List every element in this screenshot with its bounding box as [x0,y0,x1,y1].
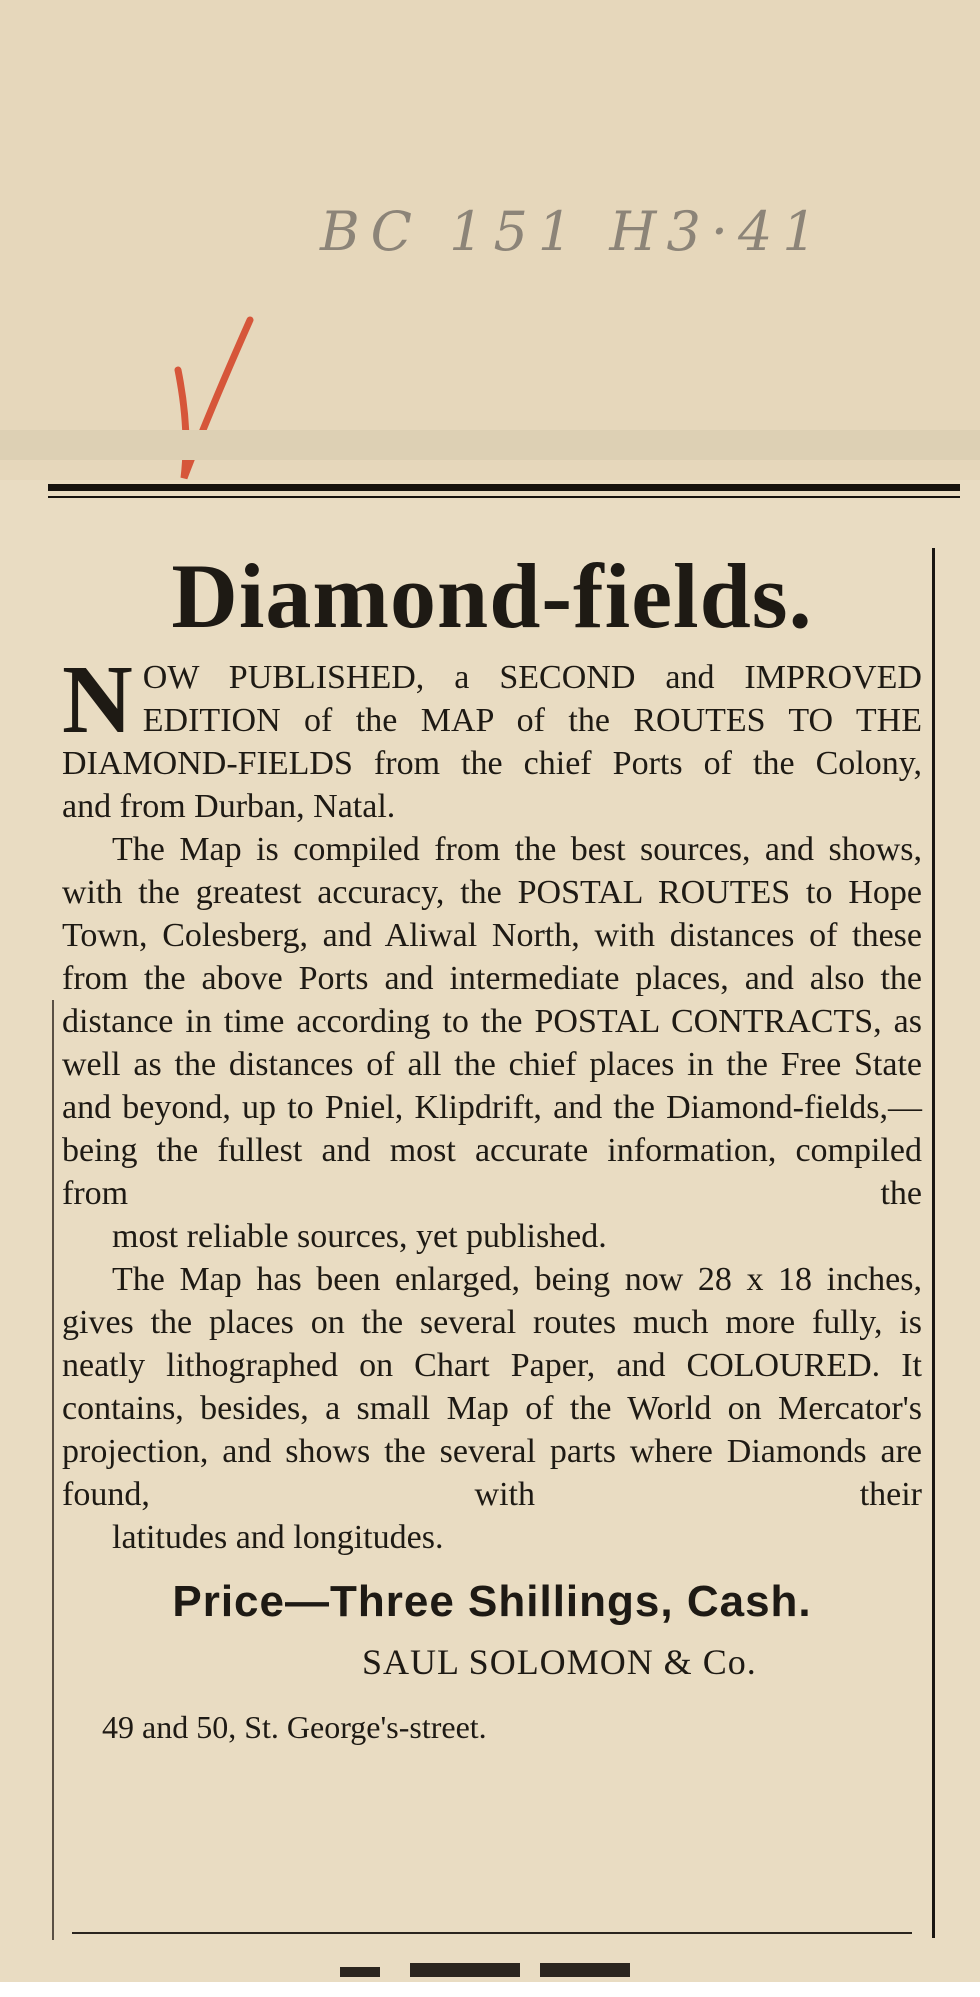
paragraph-1-last-line: and from Durban, Natal. [62,788,396,825]
headline: Diamond-fields. [171,545,813,647]
bottom-rule [72,1932,912,1934]
paper-fold [0,430,980,460]
drop-cap: N [62,646,133,754]
cut-off-heading-fragment [340,1957,640,1987]
column-rule-left [52,1000,54,1940]
top-rule-thick [48,484,960,491]
paragraph-2 [62,828,922,1258]
paragraph-3 [62,1258,922,1559]
paragraph-1 [62,646,922,828]
handwritten-reference: BC 151 H3·41 [320,200,827,263]
advertisement [62,540,922,1746]
paragraph-2-last-line: most reliable sources, yet published. [112,1218,607,1255]
publisher-address: 49 and 50, St. George's-street. [102,1709,487,1745]
paragraph-3-text: The Map has been enlarged, being now 28 x 18 inches, gives the places on the several routes much more fully, is neatly lithographed on Chart Paper, and COLOURED. It contains, besides, a small Map of the World on Mercator's projection, and shows the several parts where Diamonds are found, with their [62,1261,922,1513]
paragraph-3-last-line: latitudes and longitudes. [112,1519,444,1556]
red-checkmark-icon [170,310,260,490]
paragraph-1-text: OW PUBLISHED, a SECOND and IMPROVED EDITION of the MAP of the ROUTES TO THE DIAMOND-FIELDS from the chief Ports of the Colony, [62,659,922,782]
column-rule-right [932,548,935,1938]
price-line: Price—Three Shillings, Cash. [172,1577,812,1626]
cut-off-heading [340,1950,640,1997]
publisher-name: SAUL SOLOMON & Co. [362,1642,757,1682]
paragraph-2-text: The Map is compiled from the best sources, and shows, with the greatest accuracy, the POSTAL ROUTES to Hope Town, Colesberg, and Aliwal North, with distances of these from the above Ports and intermediate places, and also the distance in time according to the POSTAL CONTRACTS, as well as the distances of all the chief places in the Free State and beyond, up to Pniel, Klipdrift, and the Diamond-fields,—being the fullest and most accurate information, compiled from the [62,831,922,1212]
top-rule-thin [48,496,960,498]
